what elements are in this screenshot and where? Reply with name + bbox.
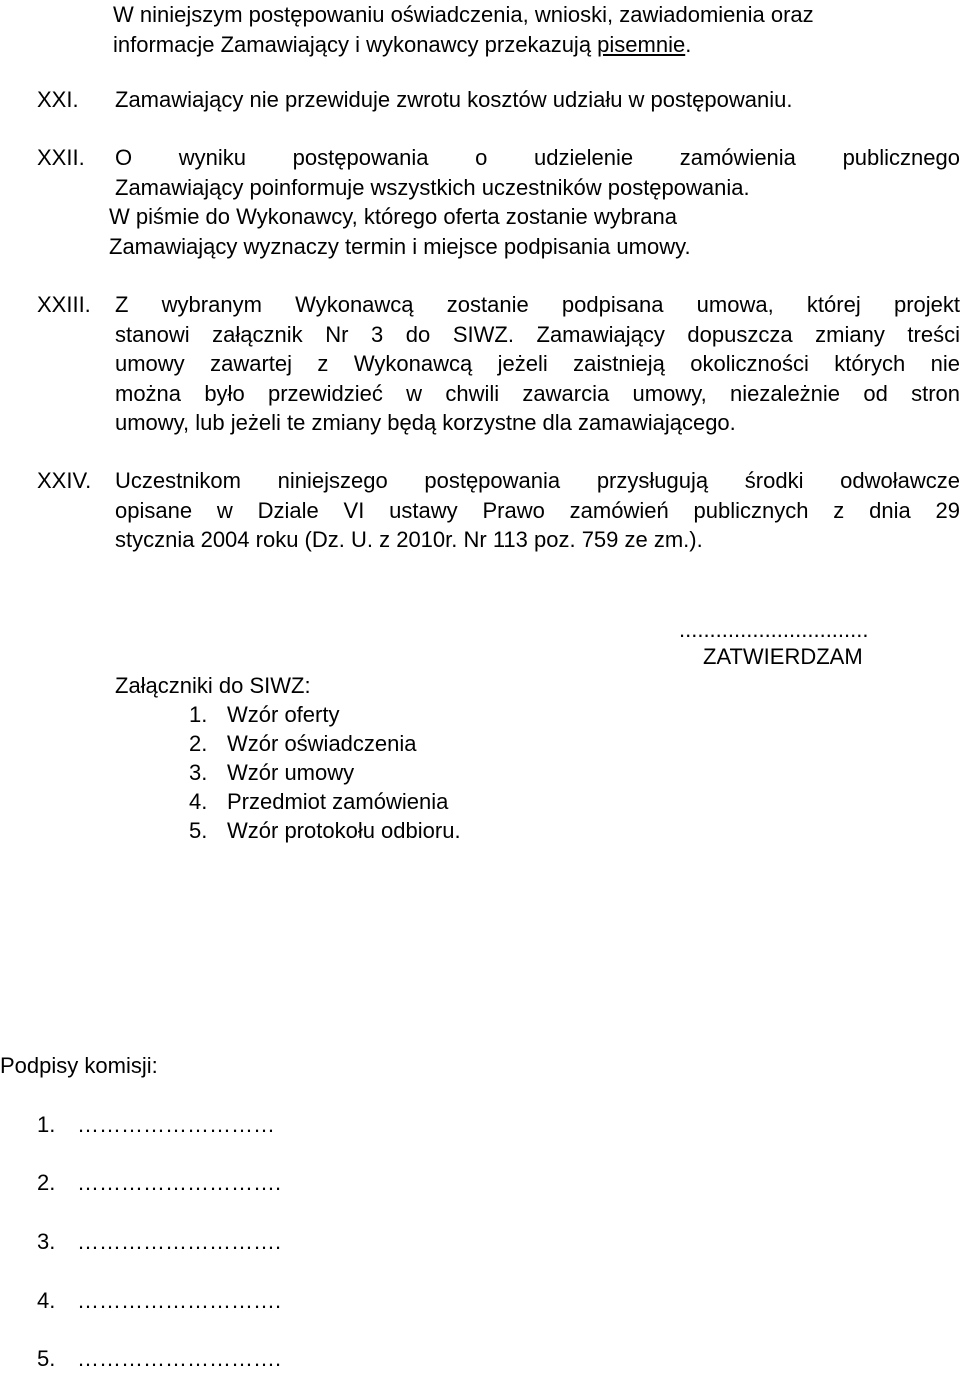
intro-line-1: W niniejszym postępowaniu oświadczenia, wnioski, zawiadomienia oraz (113, 2, 814, 27)
section-xxii-line: Zamawiający poinformuje wszystkich uczestników postępowania. (115, 174, 750, 200)
intro-line-2-prefix: informacje Zamawiający i wykonawcy przekazują (113, 31, 598, 57)
section-text-xxiii (115, 290, 960, 438)
attachment-item (189, 700, 461, 729)
intro-line-2-suffix: . (685, 31, 692, 57)
signature-line: ………………………. (77, 1170, 282, 1195)
section-xxiii-line: stanowi załącznik Nr 3 do SIWZ. Zamawiający dopuszcza zmiany treści (115, 321, 960, 347)
attachment-label: Wzór umowy (227, 760, 355, 785)
attachments-title: Załączniki do SIWZ: (115, 673, 311, 698)
signature-number: 4. (37, 1288, 56, 1313)
attachment-number: 3. (189, 760, 208, 785)
section-xxii-line: O wyniku postępowania o udzielenie zamówienia publicznego (115, 145, 960, 170)
signature-line: ……………………… (77, 1112, 275, 1137)
section-xxiii-line: można było przewidzieć w chwili zawarcia umowy, niezależnie od stron (115, 380, 960, 406)
approval-label: ZATWIERDZAM (703, 644, 863, 669)
intro-paragraph (113, 0, 933, 59)
attachment-number: 5. (189, 818, 208, 843)
section-number-xxiii: XXIII. (37, 292, 91, 317)
signature-row (37, 1110, 275, 1140)
signature-row (37, 1168, 281, 1198)
signature-row (37, 1227, 281, 1257)
section-text-xxii-continued (109, 202, 691, 261)
signature-line: ………………………. (77, 1229, 282, 1254)
section-text-xxiv (115, 466, 960, 555)
signature-number: 3. (37, 1229, 56, 1254)
signature-number: 5. (37, 1346, 56, 1371)
attachment-item (189, 787, 461, 816)
approval-dots: ............................... (679, 617, 869, 642)
attachment-item (189, 816, 461, 845)
attachment-label: Wzór protokołu odbioru. (227, 818, 461, 843)
section-xxiii-line: umowy zawartej z Wykonawcą jeżeli zaistnieją okoliczności których nie (115, 351, 960, 376)
attachments-list (189, 700, 461, 845)
signature-number: 2. (37, 1170, 56, 1195)
attachment-number: 4. (189, 789, 208, 814)
section-number-xxi: XXI. (37, 87, 79, 112)
section-xxiii-line: Z wybranym Wykonawcą zostanie podpisana umowa, której projekt (115, 292, 960, 317)
attachment-item (189, 729, 461, 758)
section-xxiv-line: opisane w Dziale VI ustawy Prawo zamówień publicznych z dnia 29 (115, 497, 960, 523)
attachment-item (189, 758, 461, 787)
section-xxiii-line: umowy, lub jeżeli te zmiany będą korzystne dla zamawiającego. (115, 410, 736, 435)
attachment-label: Przedmiot zamówienia (227, 789, 449, 814)
section-xxii-line: Zamawiający wyznaczy termin i miejsce podpisania umowy. (109, 233, 691, 259)
section-xxiv-line: Uczestnikom niniejszego postępowania przysługują środki odwoławcze (115, 468, 960, 493)
attachment-number: 1. (189, 702, 208, 727)
intro-underlined-word: pisemnie (597, 31, 686, 57)
section-number-xxii: XXII. (37, 145, 85, 170)
section-text-xxii (115, 143, 960, 202)
section-number-xxiv: XXIV. (37, 468, 92, 493)
signature-number: 1. (37, 1112, 56, 1137)
signatures-title: Podpisy komisji: (0, 1053, 158, 1078)
signature-row (37, 1344, 281, 1374)
signature-row (37, 1286, 281, 1316)
section-xxiv-line: stycznia 2004 roku (Dz. U. z 2010r. Nr 113 poz. 759 ze zm.). (115, 527, 703, 552)
intro-line-2 (113, 30, 933, 60)
attachment-label: Wzór oferty (227, 702, 340, 727)
section-text-xxi: Zamawiający nie przewiduje zwrotu kosztów udziału w postępowaniu. (115, 87, 793, 112)
signature-line: ………………………. (77, 1346, 282, 1371)
section-xxii-line: W piśmie do Wykonawcy, którego oferta zostanie wybrana (109, 204, 677, 229)
attachment-label: Wzór oświadczenia (227, 731, 417, 756)
signature-line: ………………………. (77, 1288, 282, 1313)
attachment-number: 2. (189, 731, 208, 756)
